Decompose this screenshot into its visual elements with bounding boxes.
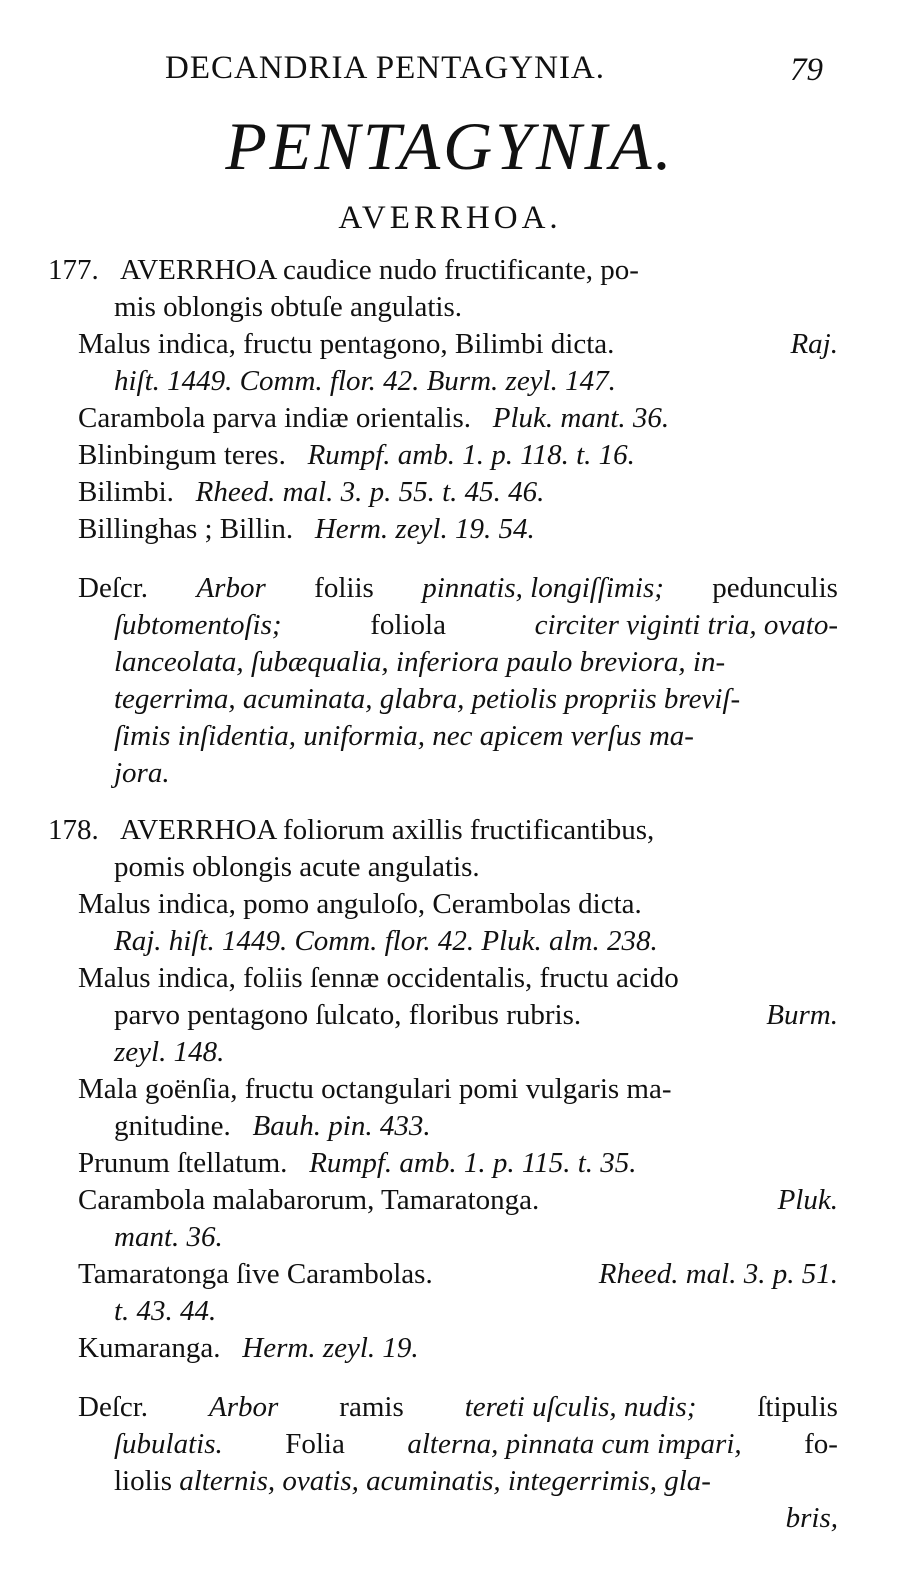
description-text: Arbor [196, 572, 266, 604]
running-title: DECANDRIA PENTAGYNIA. [165, 50, 606, 86]
synonym-reference: Burm. [766, 999, 838, 1031]
entry-178-number: 178. [48, 814, 99, 846]
description-text: tegerrima, acuminata, glabra, petiolis propriis breviſ- [114, 683, 741, 715]
entry-178-synonym-4 [48, 1145, 838, 1182]
page-number: 79 [790, 52, 823, 88]
synonym-reference: t. 43. 44. [114, 1295, 217, 1327]
entry-178-synonym-3-cont [48, 1108, 838, 1145]
description-text: ſubulatis. [114, 1428, 223, 1460]
entry-178-synonym-2-cont [48, 997, 838, 1034]
entry-177-synonym-3 [48, 437, 838, 474]
catchword: bris, [785, 1502, 838, 1534]
synonym-text: Carambola parva indiæ orientalis. [78, 402, 472, 434]
entry-177-description-line-6 [48, 755, 838, 792]
synonym-reference: hiſt. 1449. Comm. flor. 42. Burm. zeyl. 147. [114, 365, 616, 397]
entry-177-description-line-5 [48, 718, 838, 755]
description-text: circiter viginti tria, ovato- [534, 609, 838, 641]
synonym-reference: Rumpf. amb. 1. p. 118. t. 16. [307, 439, 635, 471]
entry-178-synonym-5-cont [48, 1219, 838, 1256]
description-text: pedunculis [712, 572, 838, 604]
description-text: ſubtomentoſis; [114, 609, 282, 641]
entry-177-synonym-5 [48, 511, 838, 548]
spacer [48, 792, 838, 812]
synonym-reference: Rumpf. amb. 1. p. 115. t. 35. [309, 1147, 637, 1179]
description-text: Arbor [209, 1391, 279, 1423]
description-text: tereti uſculis, nudis; [464, 1391, 697, 1423]
entry-177-synonym-2 [48, 400, 838, 437]
entry-177-description-line-2 [48, 607, 838, 644]
description-text: fo- [804, 1428, 838, 1460]
synonym-reference: Herm. zeyl. 19. 54. [314, 513, 535, 545]
synonym-text: Billinghas ; Billin. [78, 513, 294, 545]
entry-178-diagnosis: AVERRHOA foliorum axillis fructificantibus, [120, 814, 655, 846]
synonym-reference: Rheed. mal. 3. p. 55. t. 45. 46. [195, 476, 545, 508]
synonym-text: gnitudine. [114, 1110, 231, 1142]
entry-177-diagnosis: AVERRHOA caudice nudo fructificante, po- [120, 254, 639, 286]
entry-178-diagnosis-line-1 [48, 812, 838, 849]
entry-178-description-line-1 [48, 1389, 838, 1426]
synonym-text: Carambola malabarorum, Tamaratonga. [78, 1184, 540, 1216]
section-title: PENTAGYNIA. [225, 108, 675, 184]
entry-178-synonym-3: Mala goënſia, fructu octangulari pomi vulgaris ma- [78, 1073, 672, 1105]
entry-178-synonym-6-cont [48, 1293, 838, 1330]
description-text: jora. [114, 757, 170, 789]
entry-177-synonym-4 [48, 474, 838, 511]
synonym-text: Kumaranga. [78, 1332, 221, 1364]
synonym-text: Malus indica, fructu pentagono, Bilimbi dicta. [78, 328, 615, 360]
description-text: liolis [114, 1465, 173, 1497]
entry-177-diagnosis-line-2: mis oblongis obtuſe angulatis. [114, 291, 462, 323]
description-text: Folia [285, 1428, 345, 1460]
synonym-reference: Pluk. [777, 1184, 838, 1216]
entry-178-synonym-1: Malus indica, pomo anguloſo, Cerambolas dicta. [78, 888, 642, 920]
description-text: pinnatis, longiſſimis; [422, 572, 664, 604]
entry-178-synonym-1-cont [48, 923, 838, 960]
synonym-reference: Raj. hiſt. 1449. Comm. flor. 42. Pluk. alm. 238. [114, 925, 658, 957]
spacer [48, 1367, 838, 1389]
synonym-reference: zeyl. 148. [114, 1036, 225, 1068]
description-text: foliola [370, 609, 446, 641]
description-text: ſimis inſidentia, uniformia, nec apicem verſus ma- [114, 720, 694, 752]
synonym-text: Blinbingum teres. [78, 439, 286, 471]
entry-177-number: 177. [48, 254, 99, 286]
entry-178-diagnosis-line-2: pomis oblongis acute angulatis. [114, 851, 480, 883]
description-text: ſtipulis [757, 1391, 838, 1423]
entry-177-description-line-4 [48, 681, 838, 718]
page-header [0, 50, 900, 98]
synonym-reference: Pluk. mant. 36. [492, 402, 670, 434]
entry-177-synonym-1-cont [48, 363, 838, 400]
body-text [48, 252, 838, 1537]
synonym-text: parvo pentagono ſulcato, floribus rubris. [114, 999, 582, 1031]
spacer [48, 548, 838, 570]
entry-177-description-line-1 [48, 570, 838, 607]
entry-178-synonym-2-cont-2 [48, 1034, 838, 1071]
synonym-reference: Herm. zeyl. 19. [242, 1332, 419, 1364]
description-text: alterna, pinnata cum impari, [407, 1428, 742, 1460]
synonym-reference: mant. 36. [114, 1221, 223, 1253]
entry-178-synonym-5 [48, 1182, 838, 1219]
entry-178-synonym-2: Malus indica, foliis ſennæ occidentalis, fructu acido [78, 962, 679, 994]
synonym-reference: Bauh. pin. 433. [252, 1110, 431, 1142]
entry-178-synonym-6 [48, 1256, 838, 1293]
description-text: foliis [314, 572, 374, 604]
entry-178-description-line-2 [48, 1426, 838, 1463]
description-text: lanceolata, ſubæqualia, inferiora paulo breviora, in- [114, 646, 726, 678]
description-text: ramis [339, 1391, 404, 1423]
catchword-line [48, 1500, 838, 1537]
synonym-reference: Rheed. mal. 3. p. 51. [598, 1258, 838, 1290]
entry-177-diagnosis-line-1 [48, 252, 838, 289]
entry-178-description-line-3 [48, 1463, 838, 1500]
genus-title: AVERRHOA. [338, 200, 562, 236]
synonym-text: Bilimbi. [78, 476, 174, 508]
synonym-text: Tamaratonga ſive Carambolas. [78, 1258, 433, 1290]
entry-177-synonym-1 [48, 326, 838, 363]
synonym-text: Prunum ſtellatum. [78, 1147, 288, 1179]
entry-178-synonym-7 [48, 1330, 838, 1367]
description-label: Deſcr. [78, 1391, 149, 1423]
description-text: alternis, ovatis, acuminatis, integerrimis, gla- [179, 1465, 711, 1497]
description-label: Deſcr. [78, 572, 149, 604]
synonym-reference: Raj. [790, 328, 838, 360]
entry-177-description-line-3 [48, 644, 838, 681]
